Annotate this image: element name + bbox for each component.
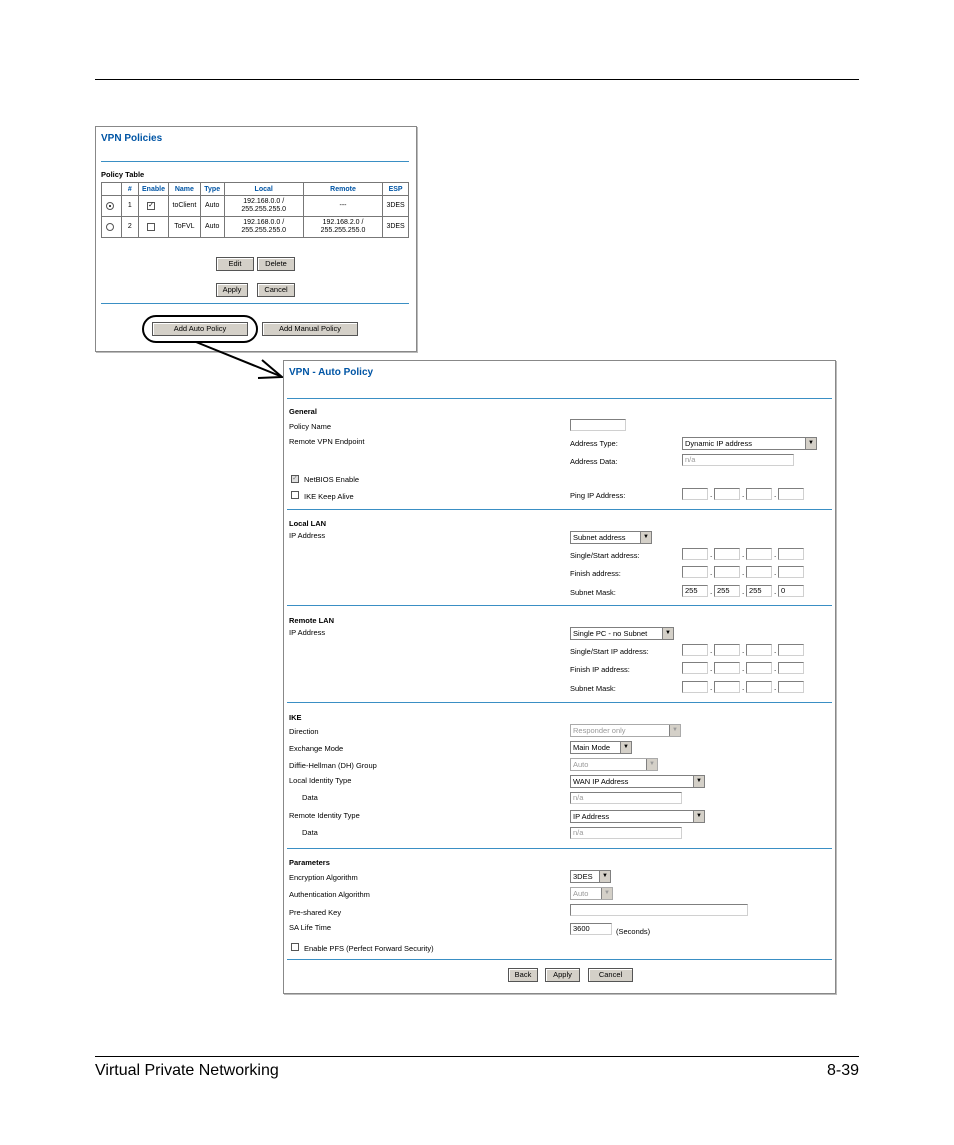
auto-policy-title: VPN - Auto Policy (289, 367, 374, 378)
row-type: Auto (200, 217, 224, 238)
col-enable: Enable (139, 183, 169, 196)
apply-button[interactable]: Apply (545, 968, 580, 982)
dot: . (742, 568, 745, 577)
policy-2-enable-checkbox[interactable] (147, 223, 155, 231)
local-identity-data-input[interactable]: n/a (570, 792, 682, 804)
divider (101, 161, 409, 162)
general-heading: General (289, 407, 317, 416)
local-identity-value: WAN IP Address (573, 777, 629, 786)
chevron-down-icon: ▼ (646, 759, 657, 770)
policy-1-radio[interactable] (106, 202, 114, 210)
authentication-select[interactable] (570, 887, 613, 900)
local-network: 192.168.0.0 / (243, 198, 285, 205)
divider (101, 303, 409, 304)
ping-ip-octet-4[interactable] (778, 488, 804, 500)
row-remote (303, 196, 382, 217)
exchange-mode-label: Exchange Mode (289, 744, 344, 753)
netbios-label: NetBIOS Enable (304, 475, 360, 484)
dot: . (742, 550, 745, 559)
remote-identity-data-input[interactable]: n/a (570, 827, 682, 839)
local-mask-octet-2[interactable]: 255 (714, 585, 740, 597)
row-esp: 3DES (383, 196, 409, 217)
col-number: # (121, 183, 139, 196)
col-select (102, 183, 122, 196)
sa-life-input[interactable]: 3600 (570, 923, 612, 935)
direction-value: Responder only (573, 726, 626, 735)
edit-button[interactable]: Edit (216, 257, 254, 271)
dot: . (774, 646, 777, 655)
remote-mask-octet-4[interactable] (778, 681, 804, 693)
col-type: Type (200, 183, 224, 196)
footer-chapter: Virtual Private Networking (95, 1062, 279, 1079)
preshared-key-label: Pre-shared Key (289, 908, 342, 917)
address-type-value: Dynamic IP address (685, 439, 752, 448)
dot: . (710, 550, 713, 559)
local-ip-address-value: Subnet address (573, 533, 626, 542)
ike-keepalive-checkbox[interactable] (291, 491, 299, 499)
remote-network: 192.168.2.0 / (322, 219, 364, 226)
dot: . (742, 490, 745, 499)
row-local (224, 196, 303, 217)
local-finish-octet-2[interactable] (714, 566, 740, 578)
chevron-down-icon: ▼ (601, 888, 612, 899)
local-mask-octet-1[interactable]: 255 (682, 585, 708, 597)
local-mask-octet-4[interactable]: 0 (778, 585, 804, 597)
ike-heading: IKE (289, 713, 302, 722)
dot: . (774, 683, 777, 692)
row-local (224, 217, 303, 238)
policy-2-radio[interactable] (106, 223, 114, 231)
back-button[interactable]: Back (508, 968, 538, 982)
divider (287, 605, 832, 606)
row-number: 1 (121, 196, 139, 217)
chevron-down-icon: ▼ (599, 871, 610, 882)
policy-table-label: Policy Table (101, 170, 145, 179)
footer-page-number: 8-39 (826, 1062, 859, 1079)
direction-select[interactable] (570, 724, 681, 737)
auto-policy-screenshot (283, 360, 836, 994)
row-name: toClient (168, 196, 200, 217)
local-finish-octet-1[interactable] (682, 566, 708, 578)
local-data-label: Data (302, 793, 318, 802)
dot: . (742, 683, 745, 692)
row-type: Auto (200, 196, 224, 217)
local-mask: 255.255.255.0 (241, 206, 287, 213)
sa-life-label: SA Life Time (289, 923, 332, 932)
dot: . (710, 646, 713, 655)
divider (287, 959, 832, 960)
add-manual-policy-button[interactable]: Add Manual Policy (262, 322, 358, 336)
divider (287, 702, 832, 703)
remote-finish-label: Finish IP address: (570, 665, 630, 674)
local-identity-label: Local Identity Type (289, 776, 352, 785)
col-local: Local (224, 183, 303, 196)
remote-endpoint-label: Remote VPN Endpoint (289, 437, 365, 446)
dot: . (774, 587, 777, 596)
direction-label: Direction (289, 727, 319, 736)
ping-ip-label: Ping IP Address: (570, 491, 626, 500)
remote-start-label: Single/Start IP address: (570, 647, 649, 656)
chevron-down-icon: ▼ (669, 725, 680, 736)
chevron-down-icon: ▼ (693, 776, 704, 787)
local-start-octet-1[interactable] (682, 548, 708, 560)
policy-name-input[interactable] (570, 419, 626, 431)
chevron-down-icon: ▼ (662, 628, 673, 639)
row-remote (303, 217, 382, 238)
remote-mask-octet-3[interactable] (746, 681, 772, 693)
policy-name-label: Policy Name (289, 422, 332, 431)
netbios-checkbox[interactable]: ✓ (292, 475, 298, 482)
dot: . (710, 490, 713, 499)
remote-subnet-mask-label: Subnet Mask: (570, 684, 616, 693)
pfs-checkbox[interactable] (291, 943, 299, 951)
address-data-label: Address Data: (570, 457, 618, 466)
row-esp: 3DES (383, 217, 409, 238)
remote-identity-label: Remote Identity Type (289, 811, 360, 820)
local-start-octet-2[interactable] (714, 548, 740, 560)
remote-lan-heading: Remote LAN (289, 616, 335, 625)
dot: . (742, 587, 745, 596)
col-remote: Remote (303, 183, 382, 196)
dot: . (774, 490, 777, 499)
encryption-select[interactable] (570, 870, 611, 883)
remote-data-label: Data (302, 828, 318, 837)
address-type-select[interactable] (682, 437, 817, 450)
remote-start-octet-4[interactable] (778, 644, 804, 656)
encryption-value: 3DES (573, 872, 593, 881)
remote-finish-octet-4[interactable] (778, 662, 804, 674)
encryption-label: Encryption Algorithm (289, 873, 358, 882)
table-row (102, 217, 409, 238)
chevron-down-icon: ▼ (805, 438, 816, 449)
dot: . (710, 683, 713, 692)
dh-group-select[interactable] (570, 758, 658, 771)
chevron-down-icon: ▼ (620, 742, 631, 753)
ping-ip-octet-1[interactable] (682, 488, 708, 500)
address-data-input[interactable]: n/a (682, 454, 794, 466)
local-mask: 255.255.255.0 (241, 227, 287, 234)
row-name: ToFVL (168, 217, 200, 238)
arrow-head (258, 360, 282, 378)
remote-mask: 255.255.255.0 (320, 227, 366, 234)
remote-identity-select[interactable] (570, 810, 705, 823)
parameters-heading: Parameters (289, 858, 330, 867)
local-identity-select[interactable] (570, 775, 705, 788)
dot: . (774, 568, 777, 577)
policy-table (101, 182, 409, 238)
seconds-label: (Seconds) (616, 927, 651, 936)
local-subnet-mask-label: Subnet Mask: (570, 588, 616, 597)
dot: . (710, 568, 713, 577)
cancel-button[interactable]: Cancel (588, 968, 633, 982)
remote-finish-octet-1[interactable] (682, 662, 708, 674)
remote-mask-octet-2[interactable] (714, 681, 740, 693)
policy-1-enable-checkbox[interactable]: ✓ (148, 202, 154, 209)
footer-rule (95, 1056, 859, 1057)
dot: . (774, 664, 777, 673)
local-lan-heading: Local LAN (289, 519, 327, 528)
remote-start-octet-1[interactable] (682, 644, 708, 656)
delete-button[interactable]: Delete (257, 257, 295, 271)
ping-ip-octet-3[interactable] (746, 488, 772, 500)
row-number: 2 (121, 217, 139, 238)
add-auto-policy-button[interactable]: Add Auto Policy (152, 322, 248, 336)
exchange-mode-select[interactable] (570, 741, 632, 754)
divider (287, 509, 832, 510)
preshared-key-input[interactable] (570, 904, 748, 916)
col-esp: ESP (383, 183, 409, 196)
pfs-label: Enable PFS (Perfect Forward Security) (304, 944, 434, 953)
dot: . (710, 664, 713, 673)
dh-group-value: Auto (573, 760, 589, 769)
remote-start-octet-2[interactable] (714, 644, 740, 656)
remote-ip-address-select[interactable] (570, 627, 674, 640)
table-row (102, 196, 409, 217)
header-rule (95, 79, 859, 80)
dot: . (742, 646, 745, 655)
address-type-label: Address Type: (570, 439, 618, 448)
local-finish-label: Finish address: (570, 569, 621, 578)
dot: . (742, 664, 745, 673)
local-start-octet-4[interactable] (778, 548, 804, 560)
vpn-policies-screenshot (95, 126, 417, 352)
authentication-value: Auto (573, 889, 589, 898)
local-finish-octet-3[interactable] (746, 566, 772, 578)
chevron-down-icon: ▼ (693, 811, 704, 822)
cancel-button[interactable]: Cancel (257, 283, 295, 297)
local-ip-address-label: IP Address (289, 531, 326, 540)
ping-ip-octet-2[interactable] (714, 488, 740, 500)
dot: . (710, 587, 713, 596)
ike-keepalive-label: IKE Keep Alive (304, 492, 354, 501)
local-start-octet-3[interactable] (746, 548, 772, 560)
remote-ip-address-label: IP Address (289, 628, 326, 637)
remote-finish-octet-2[interactable] (714, 662, 740, 674)
chevron-down-icon: ▼ (640, 532, 651, 543)
divider (287, 848, 832, 849)
authentication-label: Authentication Algorithm (289, 890, 370, 899)
dot: . (774, 550, 777, 559)
vpn-policies-title: VPN Policies (101, 133, 163, 144)
col-name: Name (168, 183, 200, 196)
local-finish-octet-4[interactable] (778, 566, 804, 578)
local-mask-octet-3[interactable]: 255 (746, 585, 772, 597)
remote-finish-octet-3[interactable] (746, 662, 772, 674)
divider (287, 398, 832, 399)
local-start-label: Single/Start address: (570, 551, 640, 560)
dh-group-label: Diffie-Hellman (DH) Group (289, 761, 377, 770)
remote-identity-value: IP Address (573, 812, 610, 821)
remote-mask-octet-1[interactable] (682, 681, 708, 693)
exchange-mode-value: Main Mode (573, 743, 611, 752)
local-network: 192.168.0.0 / (243, 219, 285, 226)
local-ip-address-select[interactable] (570, 531, 652, 544)
apply-button[interactable]: Apply (216, 283, 248, 297)
remote-start-octet-3[interactable] (746, 644, 772, 656)
remote-network: --- (339, 202, 347, 209)
remote-ip-address-value: Single PC - no Subnet (573, 629, 648, 638)
